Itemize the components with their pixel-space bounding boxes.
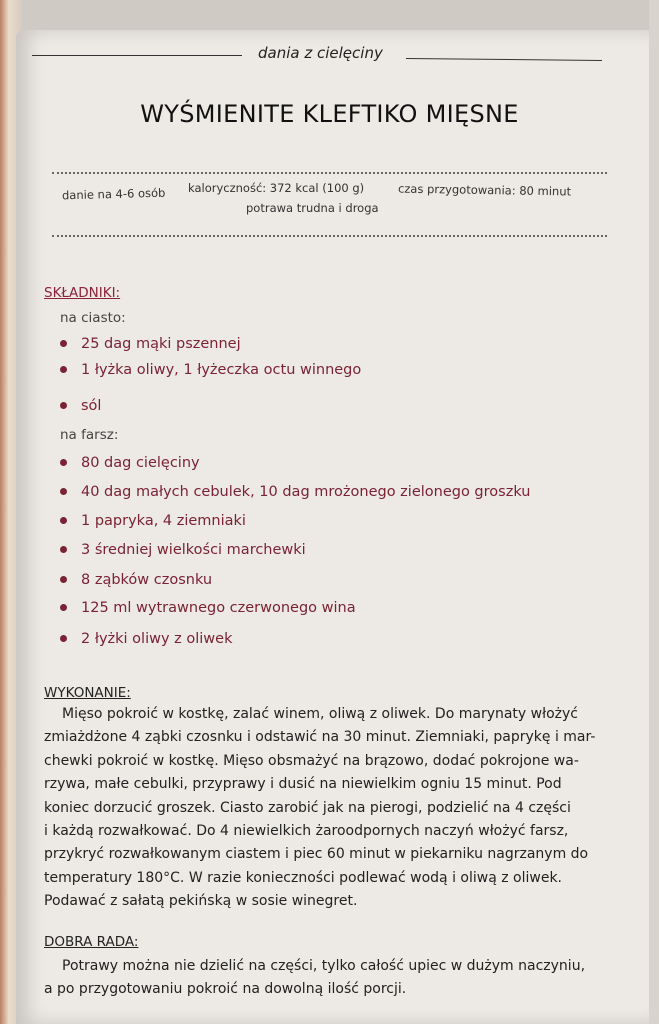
ingredient-item: 1 papryka, 4 ziemniaki (60, 513, 246, 529)
ingredient-item: 1 łyżka oliwy, 1 łyżeczka octu winnego (60, 362, 361, 378)
meta-divider-bottom (52, 235, 607, 237)
preparation-line: koniec dorzucić groszek. Ciasto zarobić jak na pierogi, podzielić na 4 części (44, 799, 571, 816)
page-right-edge (649, 0, 659, 1024)
meta-difficulty: potrawa trudna i droga (246, 201, 379, 215)
ingredient-item: 8 ząbków czosnku (60, 572, 212, 588)
preparation-line: i każdą rozwałkować. Do 4 niewielkich żaroodpornych naczyń włożyć farsz, (44, 823, 569, 840)
dough-label: na ciasto: (60, 310, 126, 326)
ingredient-item: 3 średniej wielkości marchewki (60, 542, 306, 558)
running-head: dania z cielęciny (258, 44, 383, 62)
tip-line: a po przygotowaniu pokroić na dowolną ilość porcji. (44, 981, 407, 998)
tip-line: Potrawy można nie dzielić na części, tylko całość upiec w dużym naczyniu, (62, 958, 586, 974)
bullet-icon (60, 546, 67, 553)
ingredient-item: 25 dag mąki pszennej (60, 336, 241, 352)
bullet-icon (60, 517, 67, 524)
preparation-line: temperatury 180°C. W razie konieczności podlewać wodą i oliwą z oliwek. (44, 869, 562, 886)
ingredient-item: 125 ml wytrawnego czerwonego wina (60, 600, 356, 616)
preparation-line: przykryć rozwałkowanym ciastem i piec 60 minut w piekarniku nagrzanym do (44, 846, 589, 863)
bullet-icon (60, 576, 67, 583)
header-rule-left (32, 55, 242, 56)
ingredient-item: 2 łyżki oliwy z oliwek (60, 631, 233, 647)
meta-divider-top (52, 172, 607, 174)
filling-label: na farsz: (60, 427, 119, 443)
bullet-icon (60, 402, 67, 409)
meta-calories: kaloryczność: 372 kcal (100 g) (188, 181, 365, 195)
bullet-icon (60, 488, 67, 495)
ingredients-heading: SKŁADNIKI: (44, 285, 121, 301)
tip-heading: DOBRA RADA: (44, 934, 139, 950)
ingredient-item: 80 dag cielęciny (60, 455, 200, 471)
bullet-icon (60, 459, 67, 466)
meta-servings: danie na 4-6 osób (61, 185, 166, 203)
meta-prep-time: czas przygotowania: 80 minut (397, 181, 572, 199)
bullet-icon (60, 635, 67, 642)
bullet-icon (60, 340, 67, 347)
ingredient-item: 40 dag małych cebulek, 10 dag mrożonego zielonego groszku (60, 484, 530, 500)
preparation-text (44, 703, 600, 914)
ingredient-item: sól (60, 398, 101, 414)
preparation-line: rzywa, małe cebulki, przyprawy i dusić na niewielkim ogniu 15 minut. Pod (44, 776, 562, 793)
preparation-line: Podawać z sałatą pekińską w sosie winegret. (44, 893, 358, 910)
preparation-line: Mięso pokroić w kostkę, zalać winem, oliwą z oliwek. Do marynaty włożyć (62, 706, 578, 722)
preparation-line: zmiażdżone 4 ząbki czosnku i odstawić na 30 minut. Ziemniaki, paprykę i mar- (44, 729, 596, 746)
preparation-heading: WYKONANIE: (44, 685, 131, 701)
tip-text (44, 955, 600, 1002)
preparation-line: chewki pokroić w kostkę. Mięso obsmażyć na brązowo, dodać pokrojone wa- (44, 752, 579, 769)
bullet-icon (60, 366, 67, 373)
bullet-icon (60, 604, 67, 611)
recipe-title: WYŚMIENITE KLEFTIKO MIĘSNE (140, 100, 519, 128)
